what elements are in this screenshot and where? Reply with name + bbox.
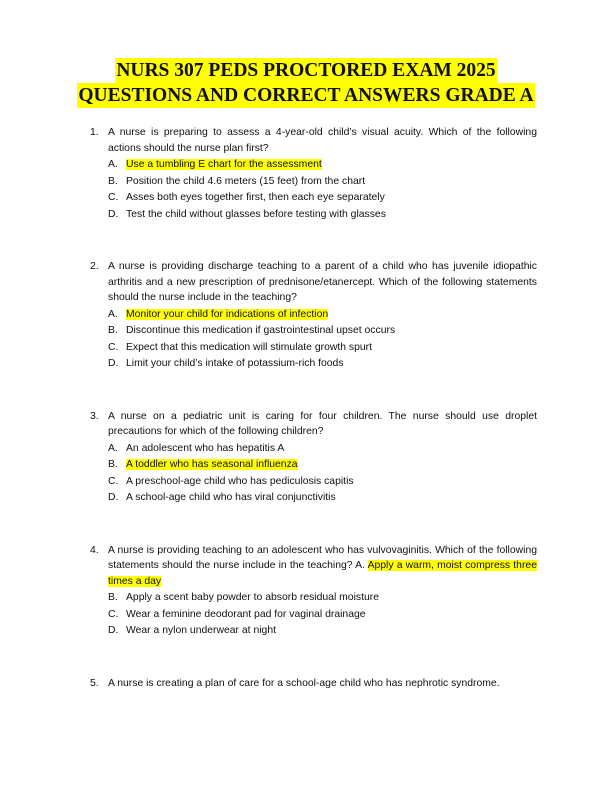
- question-3: [90, 409, 537, 506]
- question-number: 5.: [90, 677, 99, 689]
- option-text: Limit your child’s intake of potassium-rich foods: [126, 358, 344, 369]
- option-text: Expect that this medication will stimulate growth spurt: [126, 341, 373, 353]
- page-title: [0, 58, 612, 108]
- question-number: 4.: [90, 544, 99, 556]
- option-letter: B.: [108, 459, 118, 470]
- option-text: A preschool-age child who has pediculosis capitis: [126, 475, 354, 487]
- option-c: [108, 474, 537, 490]
- option-text: Apply a scent baby powder to absorb residual moisture: [126, 592, 379, 603]
- option-letter: C.: [108, 341, 119, 353]
- option-text: A school-age child who has viral conjunctivitis: [126, 492, 336, 503]
- question-stem: A nurse is providing teaching to an adolescent who has vulvovaginitis. Which of the following statements should the nurse include in the teaching?: [108, 544, 537, 571]
- option-list: [108, 590, 537, 639]
- option-letter: A.: [108, 159, 118, 170]
- option-b: [108, 323, 537, 339]
- question-number: 3.: [90, 410, 99, 422]
- option-letter: D.: [108, 492, 119, 503]
- option-b: [108, 457, 537, 473]
- question-text: [108, 543, 537, 590]
- option-text: Position the child 4.6 meters (15 feet) from the chart: [126, 175, 366, 187]
- option-letter: D.: [108, 625, 119, 636]
- option-letter: C.: [108, 192, 119, 203]
- option-d: [108, 623, 537, 639]
- question-2: [90, 259, 537, 372]
- option-c: [108, 340, 537, 356]
- option-a: [108, 441, 537, 457]
- question-4: [90, 543, 537, 639]
- option-d: [108, 490, 537, 506]
- option-letter: D.: [108, 208, 119, 220]
- correct-answer-highlight: Use a tumbling E chart for the assessment: [126, 159, 322, 170]
- correct-answer-highlight: Monitor your child for indications of infection: [126, 308, 329, 320]
- option-letter: B.: [108, 592, 118, 603]
- question-text: A nurse on a pediatric unit is caring for four children. The nurse should use droplet precautions for which of the following children?: [108, 410, 537, 437]
- question-text: A nurse is preparing to assess a 4-year-old child’s visual acuity. Which of the following actions should the nurse plan first?: [108, 127, 537, 154]
- question-list: [90, 125, 537, 728]
- option-letter: A.: [108, 442, 118, 454]
- option-a: [108, 307, 537, 323]
- question-number: 1.: [90, 127, 99, 138]
- option-letter: D.: [108, 358, 119, 369]
- option-d: [108, 356, 537, 372]
- option-text: Discontinue this medication if gastrointestinal upset occurs: [126, 325, 396, 336]
- question-1: [90, 125, 537, 222]
- question-text: A nurse is providing discharge teaching to a parent of a child who has juvenile idiopathic arthritis and a new prescription of prednisone/etanercept. Which of the following statements should the nurse include in the teaching?: [108, 261, 537, 303]
- option-text: Asses both eyes together first, then each eye separately: [126, 192, 385, 203]
- option-text: Wear a nylon underwear at night: [126, 625, 276, 636]
- option-letter: A.: [355, 560, 365, 571]
- option-letter: C.: [108, 475, 119, 487]
- correct-answer-highlight: Apply a warm, moist compress three times a day: [108, 560, 537, 587]
- option-c: [108, 190, 537, 206]
- option-b: [108, 174, 537, 190]
- option-text: Wear a feminine deodorant pad for vaginal drainage: [126, 608, 366, 620]
- option-a: [108, 157, 537, 173]
- question-5: [90, 676, 537, 692]
- title-line-1: NURS 307 PEDS PROCTORED EXAM 2025: [116, 60, 496, 81]
- option-list: [108, 157, 537, 222]
- question-text: A nurse is creating a plan of care for a school-age child who has nephrotic syndrome.: [108, 677, 500, 689]
- correct-answer-highlight: A toddler who has seasonal influenza: [126, 459, 298, 470]
- question-number: 2.: [90, 261, 99, 272]
- option-d: [108, 207, 537, 223]
- option-c: [108, 607, 537, 623]
- option-letter: B.: [108, 175, 118, 187]
- option-letter: A.: [108, 308, 118, 320]
- option-list: [108, 441, 537, 506]
- option-text: An adolescent who has hepatitis A: [126, 442, 285, 454]
- title-line-2: QUESTIONS AND CORRECT ANSWERS GRADE A: [78, 85, 534, 106]
- option-letter: C.: [108, 608, 119, 620]
- option-b: [108, 590, 537, 606]
- option-letter: B.: [108, 325, 118, 336]
- option-list: [108, 307, 537, 372]
- option-text: Test the child without glasses before testing with glasses: [126, 208, 386, 220]
